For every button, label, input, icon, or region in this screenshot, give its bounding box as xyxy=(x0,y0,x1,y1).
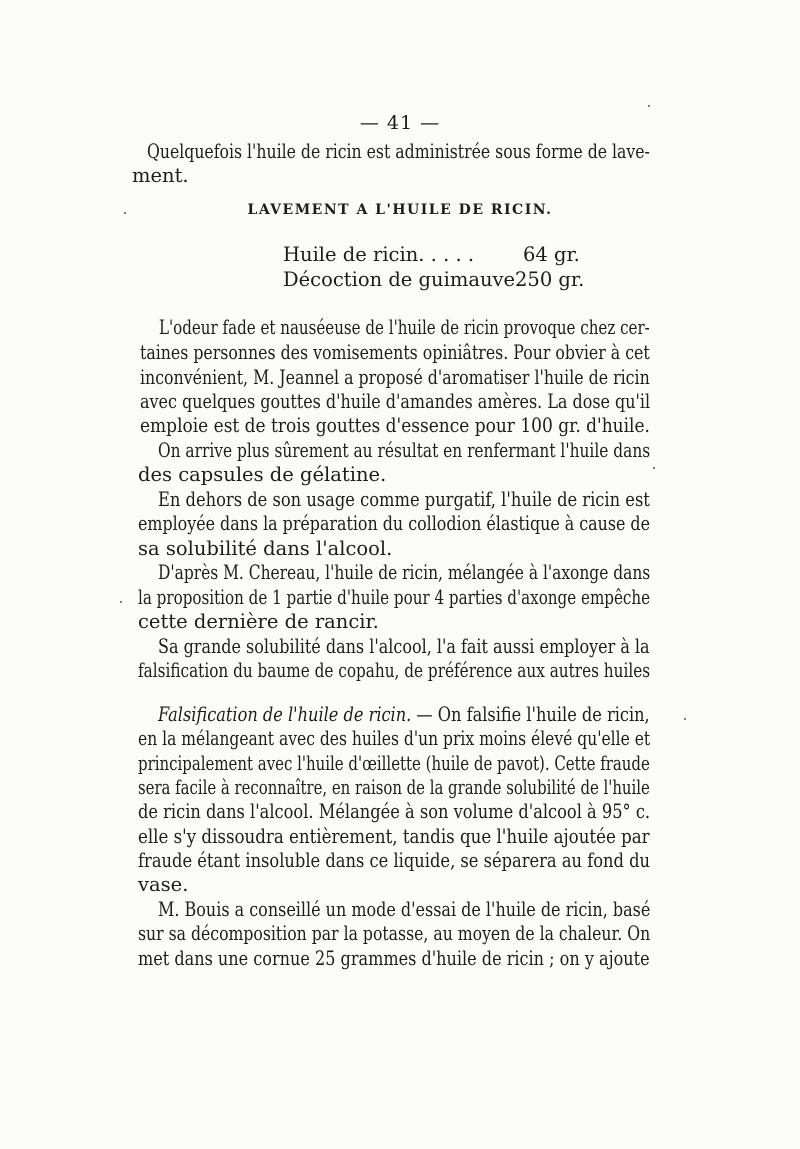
text-line: D'après M. Chereau, l'huile de ricin, mélangée à l'axonge dans xyxy=(158,561,651,584)
text-line: avec quelques gouttes d'huile d'amandes amères. La dose qu'il xyxy=(140,390,651,413)
text-line: M. Bouis a conseillé un mode d'essai de l'huile de ricin, basé xyxy=(158,898,651,921)
text-line: la proposition de 1 partie d'huile pour 4 parties d'axonge empêche xyxy=(138,586,651,609)
text-line: emploie est de trois gouttes d'essence pour 100 gr. d'huile. xyxy=(140,414,650,437)
text-line: En dehors de son usage comme purgatif, l'huile de ricin est xyxy=(158,488,650,511)
scan-speck xyxy=(120,601,122,603)
recipe-ingredient: Décoction de guimauve. xyxy=(283,268,522,291)
text-line: sera facile à reconnaître, en raison de la grande solubilité de l'huile xyxy=(138,776,650,799)
falsification-first-line-rest: — On falsifie l'huile de ricin, xyxy=(411,703,650,726)
falsification-title: Falsification de l'huile de ricin. xyxy=(158,703,412,726)
text-line: L'odeur fade et nauséeuse de l'huile de ricin provoque chez cer- xyxy=(159,316,650,339)
text-line: elle s'y dissoudra entièrement, tandis que l'huile ajoutée par xyxy=(138,825,650,848)
text-line: fraude étant insoluble dans ce liquide, se séparera au fond du xyxy=(138,849,651,872)
text-line: inconvénient, M. Jeannel a proposé d'aromatiser l'huile de ricin xyxy=(140,366,650,389)
text-line: ment. xyxy=(132,164,189,187)
text-line: en la mélangeant avec des huiles d'un prix moins élevé qu'elle et xyxy=(138,727,651,750)
text-line: sur sa décomposition par la potasse, au moyen de la chaleur. On xyxy=(138,922,651,945)
text-line: Quelquefois l'huile de ricin est administrée sous forme de lave- xyxy=(147,140,650,163)
text-line: falsification du baume de copahu, de préférence aux autres huiles xyxy=(138,659,651,682)
text-line: cette dernière de rancir. xyxy=(138,610,379,633)
scan-speck xyxy=(684,718,686,720)
text-line: principalement avec l'huile d'œillette (huile de pavot). Cette fraude xyxy=(138,752,650,775)
text-line: employée dans la préparation du collodion élastique à cause de xyxy=(138,512,650,535)
text-line: met dans une cornue 25 grammes d'huile de ricin ; on y ajoute xyxy=(138,947,650,970)
text-line: vase. xyxy=(138,873,189,896)
text-line: Sa grande solubilité dans l'alcool, l'a fait aussi employer à la xyxy=(158,635,650,658)
text-line: de ricin dans l'alcool. Mélangée à son volume d'alcool à 95° c. xyxy=(138,800,651,823)
falsification-first-line xyxy=(158,703,650,727)
text-line: On arrive plus sûrement au résultat en renfermant l'huile dans xyxy=(158,439,651,462)
page-number: — 41 — xyxy=(359,112,441,134)
recipe-quantity: 250 gr. xyxy=(515,268,585,291)
recipe-ingredient: Huile de ricin. . . . . xyxy=(283,243,475,266)
section-heading: LAVEMENT A L'HUILE DE RICIN. xyxy=(247,202,553,218)
scan-speck xyxy=(124,212,126,214)
scan-speck xyxy=(648,105,650,107)
text-line: sa solubilité dans l'alcool. xyxy=(138,537,393,560)
text-line: des capsules de gélatine. xyxy=(138,463,387,486)
scan-speck xyxy=(653,467,655,469)
text-line: taines personnes des vomisements opiniâtres. Pour obvier à cet xyxy=(140,341,650,364)
recipe-quantity: 64 gr. xyxy=(523,243,580,266)
